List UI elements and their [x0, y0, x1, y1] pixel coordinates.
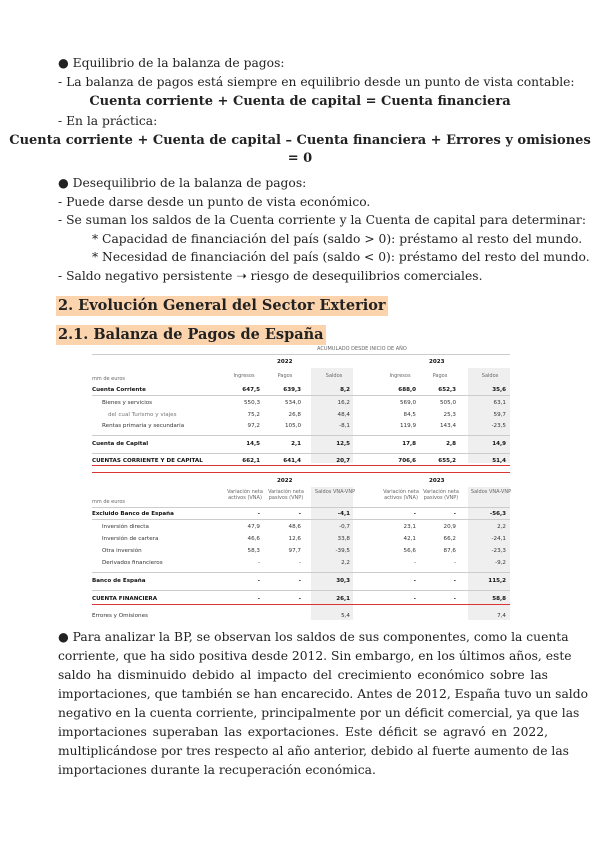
paragraph-line: negativo en la cuenta corriente, principalmente por un déficit comercial, ya que las [58, 706, 580, 720]
row-label: Banco de España [92, 578, 146, 584]
cell-value: 25,3 [443, 412, 456, 418]
paragraph-line: saldo ha disminuido debido al impacto del crecimiento económico sobre las [58, 668, 548, 682]
formula-practica: Cuenta corriente + Cuenta de capital – Cuenta financiera + Errores y omisiones [9, 133, 591, 148]
cell-value: 75,2 [247, 412, 260, 418]
column-header: Saldos VNA-VNP [470, 489, 512, 495]
cell-value: 23,1 [403, 524, 416, 530]
cell-value: 639,3 [283, 387, 301, 393]
row-label: Excluido Banco de España [92, 511, 174, 517]
text-line: * Capacidad de financiación del país (saldo > 0): préstamo al resto del mundo. [92, 232, 583, 246]
cell-value: - [257, 560, 260, 566]
cell-value: 7,4 [497, 613, 506, 619]
units-label: mm de euros [92, 376, 126, 382]
cell-value: 84,5 [403, 412, 416, 418]
cell-value: 569,0 [399, 400, 416, 406]
cell-value: - [298, 578, 301, 584]
cell-value: 30,3 [336, 578, 350, 584]
divider [92, 395, 510, 396]
cell-value: 115,2 [488, 578, 506, 584]
row-label: Cuenta de Capital [92, 441, 149, 447]
cell-value: 20,9 [443, 524, 456, 530]
cell-value: -0,7 [339, 524, 350, 530]
cell-value: 20,7 [336, 458, 350, 464]
cell-value: - [298, 560, 301, 566]
cell-value: 12,6 [288, 536, 301, 542]
year-label: 2022 [277, 359, 293, 365]
cell-value: -23,3 [491, 548, 506, 554]
row-label: Inversión de cartera [102, 536, 159, 542]
cell-value: 51,4 [492, 458, 506, 464]
cell-value: 14,9 [492, 441, 506, 447]
cell-value: - [453, 560, 456, 566]
column-header: Variación neta activos (VNA) [227, 489, 263, 501]
divider [92, 354, 510, 355]
text-line: - Puede darse desde un punto de vista económico. [58, 195, 371, 209]
cell-value: - [453, 511, 456, 517]
table-top-title: ACUMULADO DESDE INICIO DE AÑO [317, 346, 407, 352]
row-label: CUENTA FINANCIERA [92, 596, 158, 602]
cell-value: 35,6 [492, 387, 506, 393]
cell-value: 119,9 [399, 423, 416, 429]
formula-contable: Cuenta corriente + Cuenta de capital = Cuenta financiera [89, 94, 511, 109]
cell-value: 2,2 [341, 560, 350, 566]
cell-value: 59,7 [493, 412, 506, 418]
cell-value: 652,3 [438, 387, 456, 393]
cell-value: 33,8 [337, 536, 350, 542]
cell-value: - [453, 596, 456, 602]
cell-value: -56,3 [489, 511, 506, 517]
divider [92, 604, 510, 605]
cell-value: 66,2 [443, 536, 456, 542]
cell-value: 14,5 [246, 441, 260, 447]
row-label: Derivados financieros [102, 560, 163, 566]
divider [92, 435, 510, 436]
column-header: Saldos [325, 373, 343, 379]
bullet-desequilibrio: ● Desequilibrio de la balanza de pagos: [58, 176, 307, 190]
cell-value: - [413, 596, 416, 602]
cell-value: 87,6 [443, 548, 456, 554]
year-label: 2023 [429, 478, 445, 484]
text-line: - Saldo negativo persistente ➝ riesgo de desequilibrios comerciales. [58, 269, 483, 283]
row-label: CUENTAS CORRIENTE Y DE CAPITAL [92, 458, 203, 464]
row-label: Rentas primaria y secundaria [102, 423, 185, 429]
cell-value: 641,4 [283, 458, 301, 464]
cell-value: 48,4 [337, 412, 350, 418]
cell-value: 97,2 [247, 423, 260, 429]
cell-value: -39,5 [335, 548, 350, 554]
cell-value: 48,6 [288, 524, 301, 530]
cell-value: -4,1 [337, 511, 350, 517]
cell-value: 105,0 [284, 423, 301, 429]
cell-value: 647,5 [242, 387, 260, 393]
cell-value: - [298, 511, 301, 517]
cell-value: 63,1 [493, 400, 506, 406]
divider [92, 472, 510, 473]
paragraph-line: importaciones, que también se han encarecido. Antes de 2012, España tuvo un saldo [58, 687, 589, 701]
cell-value: 46,6 [247, 536, 260, 542]
analysis-paragraph [58, 628, 589, 780]
cell-value: 2,2 [497, 524, 506, 530]
row-label: Errores y Omisiones [92, 613, 148, 619]
row-label: del cual Turismo y viajes [108, 412, 177, 418]
year-label: 2022 [277, 478, 293, 484]
cell-value: - [257, 596, 260, 602]
cell-value: - [413, 578, 416, 584]
column-header: Variación neta activos (VNA) [383, 489, 419, 501]
cell-value: 42,1 [403, 536, 416, 542]
cell-value: 16,2 [337, 400, 350, 406]
column-header: Saldos [481, 373, 499, 379]
cell-value: 5,4 [341, 613, 350, 619]
cell-value: - [257, 578, 260, 584]
paragraph-line: importaciones durante la recuperación económica. [58, 763, 376, 777]
year-label: 2023 [429, 359, 445, 365]
row-label: Bienes y servicios [102, 400, 153, 406]
row-label: Inversión directa [102, 524, 149, 530]
cell-value: 505,0 [439, 400, 456, 406]
balance-of-payments-table [92, 346, 510, 620]
cell-value: -24,1 [491, 536, 506, 542]
divider [92, 519, 510, 520]
cell-value: 56,6 [403, 548, 416, 554]
column-header: Pagos [432, 373, 448, 379]
column-header: Ingresos [233, 373, 255, 379]
text-line: - La balanza de pagos está siempre en equilibrio desde un punto de vista contable: [58, 75, 575, 89]
column-header: Pagos [277, 373, 293, 379]
cell-value: 26,8 [288, 412, 301, 418]
paragraph-line: ● Para analizar la BP, se observan los saldos de sus componentes, como la cuenta [58, 630, 569, 644]
cell-value: 2,1 [291, 441, 301, 447]
row-label: Otra inversión [102, 548, 142, 554]
divider [92, 507, 510, 508]
cell-value: 58,3 [247, 548, 260, 554]
cell-value: -8,1 [339, 423, 350, 429]
cell-value: 662,1 [242, 458, 260, 464]
paragraph-line: multiplicándose por tres respecto al año anterior, debido al fuerte aumento de las [58, 744, 569, 758]
row-label: Cuenta Corriente [92, 387, 146, 393]
cell-value: - [413, 560, 416, 566]
column-header: Variación neta pasivos (VNP) [423, 489, 459, 501]
cell-value: 47,9 [247, 524, 260, 530]
cell-value: 58,8 [492, 596, 506, 602]
section-heading: 2. Evolución General del Sector Exterior [58, 297, 386, 314]
text-line: - Se suman los saldos de la Cuenta corriente y la Cuenta de capital para determinar: [58, 213, 586, 227]
cell-value: - [257, 511, 260, 517]
column-header: Ingresos [389, 373, 411, 379]
cell-value: 655,2 [438, 458, 456, 464]
cell-value: 97,7 [288, 548, 301, 554]
cell-value: 8,2 [340, 387, 350, 393]
divider [92, 453, 510, 454]
cell-value: - [413, 511, 416, 517]
divider [92, 572, 510, 573]
subsection-heading: 2.1. Balanza de Pagos de España [58, 326, 324, 343]
cell-value: 706,6 [398, 458, 416, 464]
cell-value: 12,5 [336, 441, 350, 447]
units-label: mm de euros [92, 499, 126, 505]
cell-value: 2,8 [446, 441, 456, 447]
formula-practica-result: = 0 [287, 151, 313, 166]
paragraph-line: importaciones superaban las exportaciones. Este déficit se agravó en 2022, [58, 725, 548, 739]
cell-value: -9,2 [495, 560, 506, 566]
cell-value: 550,3 [243, 400, 260, 406]
paragraph-line: corriente, que ha sido positiva desde 2012. Sin embargo, en los últimos años, este [58, 649, 572, 663]
column-header: Saldos VNA-VNP [314, 489, 356, 495]
divider [92, 465, 510, 466]
cell-value: - [298, 596, 301, 602]
divider [92, 590, 510, 591]
text-line: * Necesidad de financiación del país (saldo < 0): préstamo del resto del mundo. [92, 250, 590, 264]
bullet-equilibrio: ● Equilibrio de la balanza de pagos: [58, 56, 285, 70]
cell-value: 534,0 [284, 400, 301, 406]
cell-value: 17,8 [402, 441, 416, 447]
cell-value: 688,0 [398, 387, 416, 393]
text-line: - En la práctica: [58, 114, 158, 128]
cell-value: 26,1 [336, 596, 350, 602]
cell-value: - [453, 578, 456, 584]
column-header: Variación neta pasivos (VNP) [268, 489, 304, 501]
cell-value: -23,5 [491, 423, 506, 429]
cell-value: 143,4 [439, 423, 456, 429]
